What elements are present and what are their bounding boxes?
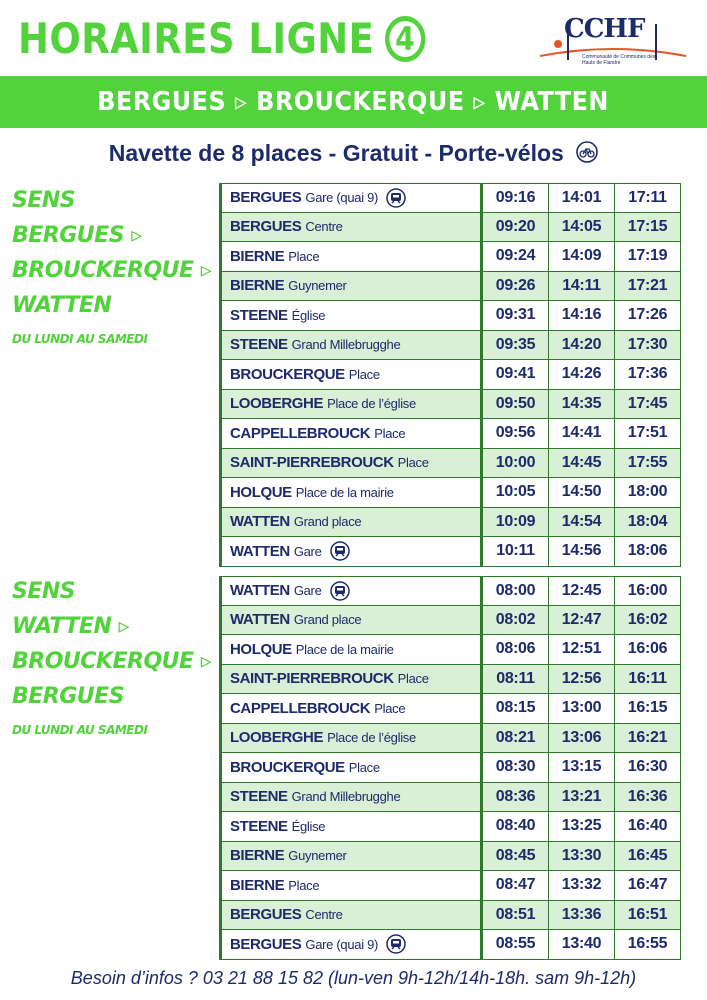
departure-time: 08:51 [483,901,549,931]
stop-cell [219,419,483,449]
logo-text: CCHF [564,14,645,44]
departure-time: 09:16 [483,183,549,213]
logo-subtext: Communauté de Communes des Hauts de Flandre [582,54,656,66]
stop-town: BERGUES [230,935,302,953]
stop-place: Gare [293,583,322,599]
departure-time: 08:11 [483,665,549,695]
stop-cell [219,783,483,813]
departure-time: 17:19 [615,242,681,272]
stop-place: Place de la mairie [295,641,394,657]
direction-line: BROUCKERQUE ▹ [12,649,212,674]
stop-town: BIERNE [230,277,285,295]
departure-time: 12:47 [549,606,615,636]
stop-cell [219,724,483,754]
stop-place: Grand place [293,612,362,628]
table-row [219,242,681,272]
table-row [219,213,681,243]
stop-place: Place [348,759,380,775]
stop-cell [219,606,483,636]
departure-time: 09:35 [483,331,549,361]
departure-time: 16:02 [615,606,681,636]
departure-time: 16:00 [615,576,681,606]
departure-time: 09:50 [483,390,549,420]
departure-time: 14:01 [549,183,615,213]
stop-place: Place [397,455,429,471]
stop-cell [219,301,483,331]
stop-town: LOOBERGHE [230,395,324,413]
stop-town: BIERNE [230,847,285,865]
departure-time: 16:06 [615,635,681,665]
stop-cell [219,694,483,724]
info-footer: Besoin d’infos ? 03 21 88 15 82 (lun-ven 9h-12h/14h-18h. sam 9h-12h) [70,968,637,988]
stop-cell [219,537,483,567]
direction-line: WATTEN ▹ [12,614,130,639]
stop-cell [219,183,483,213]
table-row [219,478,681,508]
stop-cell [219,930,483,960]
direction-line: SENS [12,188,76,213]
departure-time: 16:47 [615,871,681,901]
stop-place: Place [348,366,380,382]
departure-time: 14:54 [549,508,615,538]
line-number-badge: 4 [385,16,425,62]
table-row [219,272,681,302]
bicycle-icon [576,141,598,169]
stop-town: BERGUES [230,218,302,236]
stop-place: Guynemer [288,848,347,864]
departure-time: 17:51 [615,419,681,449]
stop-cell [219,449,483,479]
stop-cell [219,331,483,361]
stop-place: Grand Millebrugghe [291,789,401,805]
stop-town: BERGUES [230,906,302,924]
cchf-logo [538,14,688,74]
stop-place: Centre [305,907,343,923]
table-row [219,842,681,872]
departure-time: 13:32 [549,871,615,901]
departure-time: 14:16 [549,301,615,331]
departure-time: 13:25 [549,812,615,842]
service-subtitle [0,140,707,169]
table-row [219,783,681,813]
stop-town: WATTEN [230,582,290,600]
table-row [219,753,681,783]
title-text: HORAIRES LIGNE [18,14,375,63]
departure-time: 14:20 [549,331,615,361]
train-icon [386,934,406,954]
departure-time: 13:15 [549,753,615,783]
stop-place: Guynemer [288,278,347,294]
table-row [219,606,681,636]
stop-place: Gare (quai 9) [305,190,379,206]
stop-town: LOOBERGHE [230,729,324,747]
departure-time: 10:00 [483,449,549,479]
stop-town: SAINT-PIERREBROUCK [230,454,394,472]
stop-town: CAPPELLEBROUCK [230,424,371,442]
departure-time: 13:40 [549,930,615,960]
departure-time: 08:47 [483,871,549,901]
departure-time: 12:56 [549,665,615,695]
departure-time: 16:21 [615,724,681,754]
table-row [219,419,681,449]
departure-time: 08:30 [483,753,549,783]
stop-cell [219,508,483,538]
stop-place: Place [397,671,429,687]
stop-place: Grand Millebrugghe [291,337,401,353]
departure-time: 16:55 [615,930,681,960]
departure-time: 14:26 [549,360,615,390]
stop-place: Église [291,818,326,834]
departure-time: 16:40 [615,812,681,842]
stop-place: Place [288,248,320,264]
stop-town: STEENE [230,336,288,354]
days-label: DU LUNDI AU SAMEDI [12,723,148,737]
stop-cell [219,842,483,872]
departure-time: 16:51 [615,901,681,931]
stop-cell [219,360,483,390]
stop-town: BROUCKERQUE [230,365,345,383]
table-row [219,449,681,479]
departure-time: 14:41 [549,419,615,449]
stop-town: STEENE [230,788,288,806]
departure-time: 08:02 [483,606,549,636]
stop-town: WATTEN [230,542,290,560]
departure-time: 12:51 [549,635,615,665]
table-row [219,301,681,331]
table-row [219,331,681,361]
direction-line: SENS [12,579,76,604]
departure-time: 14:56 [549,537,615,567]
departure-time: 08:00 [483,576,549,606]
departure-time: 17:45 [615,390,681,420]
departure-time: 14:11 [549,272,615,302]
departure-time: 09:26 [483,272,549,302]
departure-time: 18:00 [615,478,681,508]
departure-time: 14:35 [549,390,615,420]
table-row [219,576,681,606]
departure-time: 09:56 [483,419,549,449]
departure-time: 13:21 [549,783,615,813]
departure-time: 17:26 [615,301,681,331]
train-icon [386,188,406,208]
departure-time: 09:41 [483,360,549,390]
departure-time: 13:36 [549,901,615,931]
departure-time: 08:55 [483,930,549,960]
stop-cell [219,665,483,695]
table-row [219,812,681,842]
stop-place: Gare [293,543,322,559]
stop-town: BIERNE [230,876,285,894]
departure-time: 08:15 [483,694,549,724]
departure-time: 10:11 [483,537,549,567]
direction-line: BERGUES [12,684,125,709]
page-title [18,14,425,63]
stop-town: BIERNE [230,247,285,265]
departure-time: 08:21 [483,724,549,754]
departure-time: 09:20 [483,213,549,243]
stop-town: CAPPELLEBROUCK [230,699,371,717]
timetable-outbound [219,183,681,567]
departure-time: 09:24 [483,242,549,272]
departure-time: 17:36 [615,360,681,390]
stop-town: WATTEN [230,513,290,531]
stop-town: BERGUES [230,189,302,207]
direction-label-outbound [12,183,211,349]
stop-place: Place [374,700,406,716]
departure-time: 18:04 [615,508,681,538]
table-row [219,930,681,960]
stop-place: Centre [305,219,343,235]
departure-time: 17:15 [615,213,681,243]
stop-town: HOLQUE [230,640,292,658]
departure-time: 16:45 [615,842,681,872]
departure-time: 17:11 [615,183,681,213]
table-row [219,665,681,695]
stop-cell [219,272,483,302]
direction-line: BERGUES ▹ [12,223,142,248]
stop-cell [219,812,483,842]
stop-place: Grand place [293,514,362,530]
departure-time: 13:00 [549,694,615,724]
direction-line: WATTEN [12,293,112,318]
stop-cell [219,390,483,420]
departure-time: 16:30 [615,753,681,783]
departure-time: 08:40 [483,812,549,842]
departure-time: 17:30 [615,331,681,361]
table-row [219,724,681,754]
departure-time: 12:45 [549,576,615,606]
route-banner [0,76,707,128]
departure-time: 16:36 [615,783,681,813]
direction-line: BROUCKERQUE ▹ [12,258,212,283]
table-row [219,694,681,724]
departure-time: 17:55 [615,449,681,479]
departure-time: 08:06 [483,635,549,665]
stop-place: Place de l’église [327,730,416,746]
departure-time: 14:05 [549,213,615,243]
departure-time: 08:45 [483,842,549,872]
train-icon [330,541,350,561]
stop-place: Place de la mairie [295,484,394,500]
departure-time: 17:21 [615,272,681,302]
departure-time: 09:31 [483,301,549,331]
train-icon [330,581,350,601]
stop-town: SAINT-PIERREBROUCK [230,670,394,688]
departure-time: 13:30 [549,842,615,872]
route-text: BERGUES ▹ BROUCKERQUE ▹ WATTEN [97,87,610,117]
stop-cell [219,753,483,783]
departure-time: 14:50 [549,478,615,508]
stop-town: WATTEN [230,611,290,629]
table-row [219,508,681,538]
departure-time: 16:15 [615,694,681,724]
table-row [219,901,681,931]
stop-cell [219,576,483,606]
table-row [219,635,681,665]
stop-place: Église [291,307,326,323]
table-row [219,871,681,901]
subtitle-text: Navette de 8 places - Gratuit - Porte-vélos [108,140,564,166]
departure-time: 10:05 [483,478,549,508]
stop-cell [219,871,483,901]
stop-town: HOLQUE [230,483,292,501]
departure-time: 10:09 [483,508,549,538]
table-row [219,183,681,213]
timetable-inbound [219,576,681,960]
stop-place: Place [374,425,406,441]
stop-town: STEENE [230,817,288,835]
stop-place: Place [288,877,320,893]
departure-time: 14:45 [549,449,615,479]
stop-cell [219,901,483,931]
table-row [219,390,681,420]
departure-time: 18:06 [615,537,681,567]
table-row [219,360,681,390]
stop-town: BROUCKERQUE [230,758,345,776]
stop-cell [219,635,483,665]
days-label: DU LUNDI AU SAMEDI [12,332,148,346]
departure-time: 16:11 [615,665,681,695]
departure-time: 14:09 [549,242,615,272]
stop-cell [219,213,483,243]
table-row [219,537,681,567]
stop-cell [219,478,483,508]
stop-cell [219,242,483,272]
departure-time: 08:36 [483,783,549,813]
stop-place: Place de l’église [327,396,416,412]
departure-time: 13:06 [549,724,615,754]
direction-label-inbound [12,574,211,740]
stop-place: Gare (quai 9) [305,936,379,952]
stop-town: STEENE [230,306,288,324]
